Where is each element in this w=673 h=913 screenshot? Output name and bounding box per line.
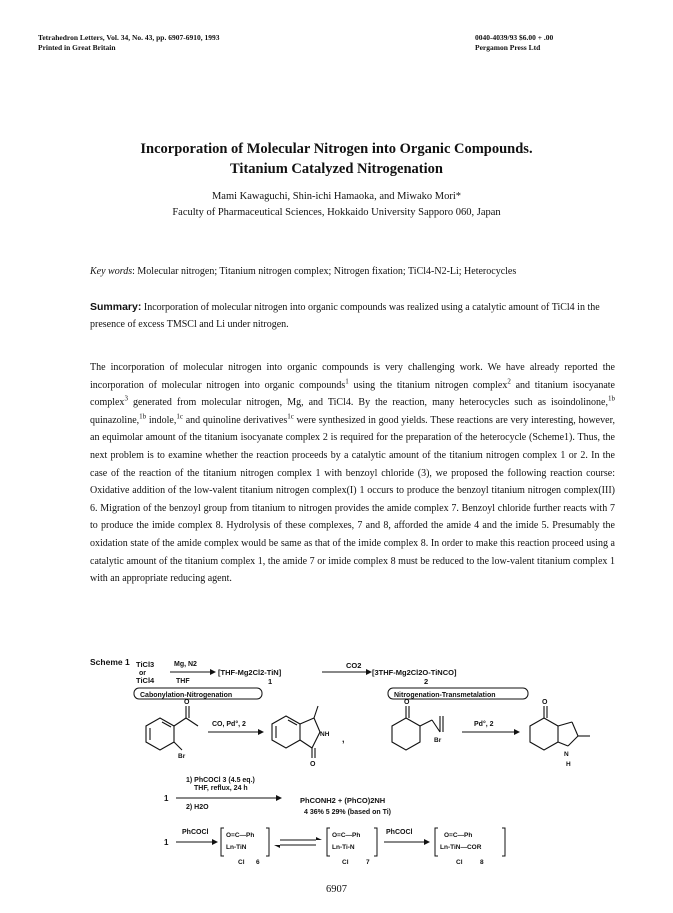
complex-7-top: O=C—Ph (332, 832, 361, 839)
complex-8-cl: Cl (456, 859, 463, 866)
complex-8-number: 8 (480, 859, 484, 866)
affiliation: Faculty of Pharmaceutical Sciences, Hokkaido University Sapporo 060, Japan (172, 207, 501, 218)
body-text: quinazoline, (90, 414, 140, 426)
ref-marker: 3 (124, 394, 128, 403)
author-names: Mami Kawaguchi, Shin-ichi Hamaoka, and Miwako Mori* (211, 191, 462, 202)
step1b-label: THF, reflux, 24 h (194, 785, 248, 792)
left-reagent: CO, Pd°, 2 (212, 721, 246, 728)
arrowhead (514, 729, 520, 735)
products-label: PhCONH2 + (PhCO)2NH (300, 796, 386, 805)
body-text: were synthesized in good yields. These reactions are very interesting, however, an equimolar amount of the titanium isocyanate complex 2 is required for the preparation of the heterocycle (Scheme1). Thus, the next problem is to examine whether the reaction proceeds by a catalytic amount of the titanium nitrogen complex 1 or 2. In the case of the reaction of the titanium nitrogen complex 1 with benzoyl chloride (3), we proposed the following reaction course: Oxidative addition of the low-valent titanium nitrogen complex(I) 1 occurs to produce the benzoyl titanium nitrogen complex(III) 6. Migration of the benzoyl group from titanium to nitrogen provides the amide complex 7. Benzoyl chloride further reacts with 7 to produce the imide complex 8. Hydrolysis of these complexes, 7 and 8, afforded the amide 4 and the imide 5. Presumably the oxidation state of the amide complex would be same as that of the imide complex 8. In order to make this reaction proceed using a catalytic amount of the titanium complex 1, the amide 7 or imide complex 8 must be reduced to the low-valent titanium complex 1 with an appropriate reducing agent. (90, 414, 615, 585)
complex-8-bottom: Ln-TiN—COR (440, 844, 482, 851)
or-label: or (139, 670, 146, 677)
reagent-thf: THF (176, 678, 190, 685)
complex-2-number: 2 (424, 677, 429, 686)
complex-7-cl: Cl (342, 859, 349, 866)
reagent-mg-n2: Mg, N2 (174, 661, 197, 668)
nh-label: NH (320, 731, 330, 738)
equilibrium-head-left (274, 845, 280, 848)
ref-marker: 1b (139, 412, 147, 421)
complex-1: [THF-Mg2Cl2-TiN] (218, 668, 282, 677)
arrowhead (258, 729, 264, 735)
scheme-label: Scheme 1 (90, 657, 130, 667)
title-line-2: Titanium Catalyzed Nitrogenation (230, 161, 443, 177)
author-block (0, 189, 673, 221)
arrowhead (424, 839, 430, 845)
arrowhead (212, 839, 218, 845)
complex-6-bottom: Ln-TiN (226, 844, 247, 851)
body-text: The incorporation of molecular nitrogen into organic compounds is very challenging work. We have already reported the incorporation of molecular nitrogen into organic compounds (90, 362, 615, 391)
body-text: and titanium isocyanate complex (90, 379, 615, 409)
complex-7-bottom: Ln-Ti-N (332, 844, 355, 851)
article-code: 0040-4039/93 $6.00 + .00 (475, 33, 554, 42)
complex-6-top: O=C—Ph (226, 832, 255, 839)
comma: , (342, 734, 345, 744)
body-text: using the titanium nitrogen complex (348, 379, 508, 391)
ketone-oxygen: O (404, 699, 410, 706)
title-line-1: Incorporation of Molecular Nitrogen into Organic Compounds. (140, 141, 533, 157)
summary-label: Summary: (90, 301, 142, 313)
mech-start: 1 (164, 838, 169, 847)
keywords-text: : Molecular nitrogen; Titanium nitrogen complex; Nitrogen fixation; TiCl4-N2-Li; Heterocycles (132, 266, 517, 277)
isoindolinone-structure (272, 706, 320, 758)
vinyl-bromo-label: Br (434, 737, 442, 744)
box-transmetalation-label: Nitrogenation-Transmetalation (394, 692, 496, 699)
ref-marker: 1 (345, 377, 349, 386)
carbonyl-oxygen: O (310, 761, 316, 768)
scheme-1 (90, 656, 615, 868)
oxygen-label: O (184, 699, 190, 706)
publisher-header (475, 33, 553, 53)
summary-text: Incorporation of molecular nitrogen into organic compounds was realized using a catalytic amount of TiCl4 in the presence of excess TMSCl and Li under nitrogen. (90, 302, 600, 330)
ref-marker: 1c (287, 412, 294, 421)
keywords-label: Key words (90, 266, 133, 277)
complex-7-number: 7 (366, 859, 370, 866)
yields-label: 4 36% 5 29% (based on Ti) (304, 809, 392, 816)
printed-in: Printed in Great Britain (38, 43, 116, 52)
body-text: indole, (146, 414, 177, 426)
ref-marker: 1b (608, 394, 615, 403)
step2-label: 2) H2O (186, 804, 209, 811)
complex-8-top: O=C—Ph (444, 832, 473, 839)
box-carbonylation-label: Cabonylation-Nitrogenation (140, 692, 233, 699)
co2-reagent: CO2 (346, 661, 362, 670)
indole-h-label: H (566, 761, 571, 768)
mech-reagent-1: PhCOCl (182, 829, 209, 836)
start-1: 1 (164, 794, 169, 803)
bromoaryl-ketone-structure (146, 706, 198, 750)
complex-6-number: 6 (256, 859, 260, 866)
mech-reagent-2: PhCOCl (386, 829, 413, 836)
body-text: generated from molecular nitrogen, Mg, and TiCl4. By the reaction, many heterocycles such as isoindolinone, (127, 397, 608, 409)
publisher: Pergamon Press Ltd (475, 43, 541, 52)
indole-oxygen: O (542, 699, 548, 706)
indole-n-label: N (564, 751, 569, 758)
right-reagent: Pd°, 2 (474, 721, 494, 728)
complex-2: [3THF-Mg2Cl2O-TiNCO] (372, 668, 457, 677)
arrowhead (276, 795, 282, 801)
page-number: 6907 (326, 884, 347, 895)
bromo-label: Br (178, 753, 186, 760)
paper-title (0, 139, 673, 179)
summary (90, 299, 610, 333)
journal-citation: Tetrahedron Letters, Vol. 34, No. 43, pp. 6907-6910, 1993 (38, 33, 220, 42)
body-paragraph (90, 359, 615, 588)
step1-label: 1) PhCOCl 3 (4.5 eq.) (186, 777, 255, 784)
journal-header (38, 33, 219, 53)
arrowhead (210, 669, 216, 675)
ticl4: TiCl4 (136, 676, 155, 685)
keywords (90, 266, 610, 277)
ref-marker: 1c (176, 412, 183, 421)
ticl3: TiCl3 (136, 660, 155, 669)
body-text: and quinoline derivatives (182, 414, 288, 426)
complex-1-number: 1 (268, 677, 273, 686)
complex-6-cl: Cl (238, 859, 245, 866)
equilibrium-head-right (316, 837, 322, 840)
tetrahydroindolone-structure (530, 706, 590, 750)
ref-marker: 2 (507, 377, 511, 386)
